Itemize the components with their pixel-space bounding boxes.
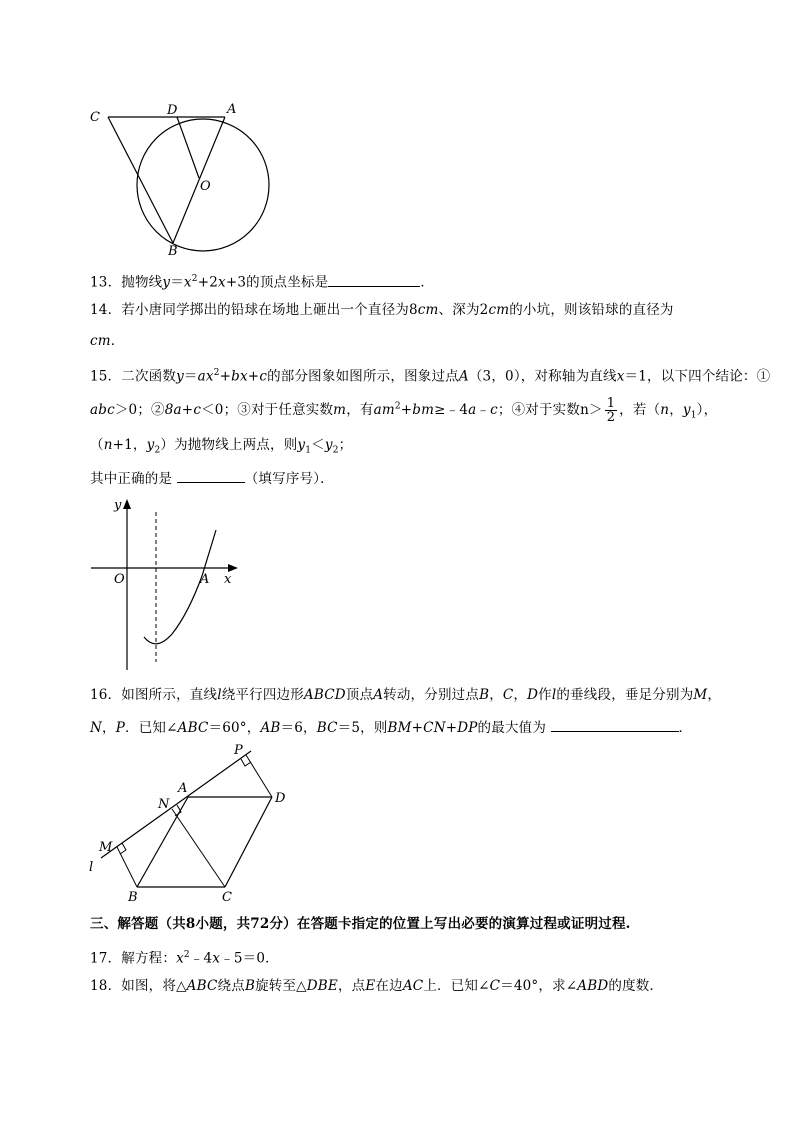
- label-b: B: [128, 890, 138, 905]
- label-c: C: [90, 110, 100, 125]
- line-ab: [173, 117, 225, 243]
- label-a: A: [227, 102, 237, 117]
- line-cb: [108, 117, 173, 243]
- line-l: [101, 751, 251, 858]
- label-a: A: [200, 572, 210, 587]
- question-15: 15．二次函数$y=ax^2+bx+c$的部分图象如图所示，图象过点A（3，0），对称轴为直线x＝1，以下四个结论：①: [90, 368, 771, 385]
- label-n: N: [158, 797, 170, 812]
- label-p: P: [234, 743, 243, 758]
- question-16: 16．如图所示，直线l绕平行四边形ABCD顶点A转动，分别过点B，C，D作l的垂线段，垂足分别为M，: [90, 687, 722, 703]
- label-m: M: [99, 840, 113, 855]
- side-dc: [225, 797, 272, 887]
- answer-blank-15[interactable]: [177, 468, 245, 483]
- question-14: 14．若小唐同学掷出的铅球在场地上砸出一个直径为8cm、深为2cm的小坑，则该铅球的直径为: [90, 302, 674, 318]
- question-18: 18．如图，将△ABC绕点B旋转至△DBE，点E在边AC上．已知∠C＝40°，求∠ABD的度数．: [90, 978, 664, 994]
- parallelogram-figure: [86, 740, 296, 905]
- label-c: C: [222, 890, 232, 905]
- label-o: O: [114, 572, 125, 587]
- y-axis-arrow: [123, 499, 131, 509]
- line-do: [177, 117, 199, 178]
- label-b: B: [168, 244, 178, 259]
- fraction-one-half: $\frac{1}{2}$: [606, 396, 616, 425]
- answer-blank-16[interactable]: [551, 717, 679, 732]
- question-15-line-4: 其中正确的是 （填写序号）．: [90, 468, 334, 488]
- right-angle-m: [120, 843, 126, 854]
- label-d: D: [167, 103, 178, 118]
- perp-bm: [117, 847, 137, 887]
- perp-cn: [172, 809, 225, 887]
- label-y: y: [114, 498, 122, 513]
- question-16-line-2: N，P．已知∠ABC＝60°，AB＝6，BC＝5，则BM+CN+DP的最大值为 ．: [90, 717, 692, 737]
- question-15-line-3: （n+1，$y_2$）为抛物线上两点，则$y_1<y_2$；: [90, 437, 353, 456]
- perp-dp: [246, 755, 272, 797]
- parabola-figure: [88, 494, 248, 674]
- circle-figure: [85, 98, 275, 263]
- question-13: 13．抛物线$y=x^2+2x+3$的顶点坐标是 ．: [90, 270, 434, 292]
- question-17: 17．解方程：$x^2﹣4x﹣5=0$．: [90, 950, 279, 967]
- label-x: x: [224, 572, 232, 587]
- label-a: A: [178, 781, 188, 796]
- section-3-heading: 三、解答题（共8小题，共72分）在答题卡指定的位置上写出必要的演算过程或证明过程.: [90, 916, 631, 932]
- x-axis-arrow: [228, 564, 238, 572]
- question-14-line-2: cm．: [90, 333, 125, 349]
- answer-blank-13[interactable]: [328, 272, 420, 287]
- label-l: l: [89, 860, 94, 875]
- question-15-line-2: abc＞0；②8a+c＜0；③对于任意实数m，有$am^2+bm\ge﹣4a﹣c$；④对于实数n＞ $\frac{1}{2}$ ，若（n，$y_1$），: [90, 396, 718, 425]
- label-d: D: [275, 791, 286, 806]
- label-o: O: [200, 179, 211, 194]
